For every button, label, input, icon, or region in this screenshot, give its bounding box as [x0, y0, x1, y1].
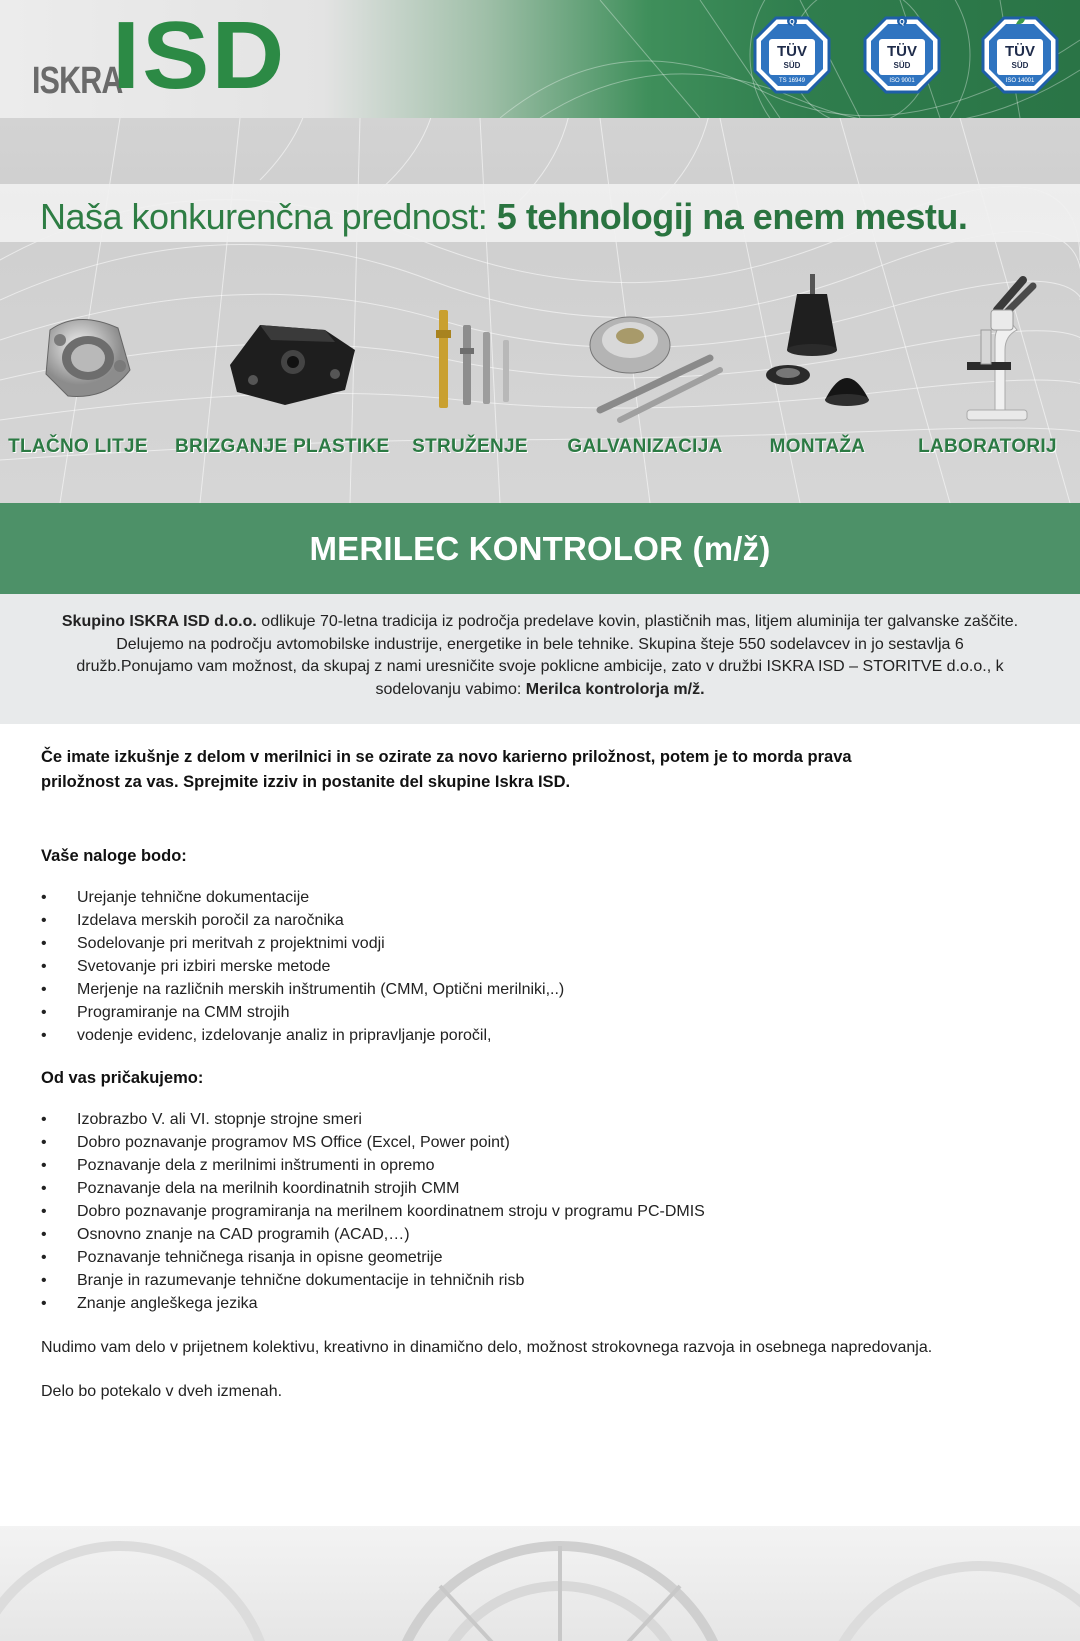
- galvanized-parts-icon: [560, 270, 730, 430]
- intro-paragraph: [60, 611, 1020, 701]
- job-description: [41, 745, 1041, 1403]
- turned-parts-icon: [405, 270, 535, 430]
- job-title-bar: [0, 503, 1080, 594]
- list-item: • Svetovanje pri izbiri merske metode: [41, 955, 1041, 978]
- list-item: • Sodelovanje pri meritvah z projektnimi vodji: [41, 932, 1041, 955]
- header-banner: [0, 0, 1080, 503]
- logo-isd-text: ISD: [112, 2, 287, 109]
- slogan-regular: Naša konkurenčna prednost:: [40, 196, 497, 237]
- tuv-badge-icon: [752, 15, 832, 95]
- cert-top-letter: Q: [899, 19, 905, 26]
- list-item: • Urejanje tehnične dokumentacije: [41, 886, 1041, 909]
- die-casting-part-icon: [8, 270, 148, 430]
- tuv-badge-iso14001: [980, 15, 1060, 95]
- list-item: • Izobrazbo V. ali VI. stopnje strojne smeri: [41, 1108, 1041, 1131]
- list-item: • Znanje angleškega jezika: [41, 1292, 1041, 1315]
- list-item: • Poznavanje dela z merilnimi inštrumenti in opremo: [41, 1154, 1041, 1177]
- list-item: • Dobro poznavanje programov MS Office (Excel, Power point): [41, 1131, 1041, 1154]
- tech-galvanizacija: [560, 270, 730, 470]
- tuv-badge-icon: [862, 15, 942, 95]
- logo-iskra-text: ISKRA: [32, 60, 123, 102]
- tuv-badge-iso9001: [862, 15, 942, 95]
- footer-decoration: [0, 1526, 1080, 1641]
- tech-label: MONTAŽA: [769, 436, 866, 457]
- list-item: • Izdelava merskih poročil za naročnika: [41, 909, 1041, 932]
- tasks-list: [41, 886, 1041, 1047]
- tech-label: TLAČNO LITJE: [8, 436, 148, 457]
- tech-laboratorij: [905, 270, 1070, 470]
- cert-standard: ISO 9001: [889, 78, 915, 84]
- tech-label: BRIZGANJE PLASTIKE: [175, 436, 390, 457]
- list-item: • Poznavanje dela na merilnih koordinatnih strojih CMM: [41, 1177, 1041, 1200]
- microscope-icon: [905, 270, 1070, 430]
- cert-top-letter: Q: [789, 19, 795, 26]
- tuv-badge-ts16949: [752, 15, 832, 95]
- shifts-paragraph: Delo bo potekalo v dveh izmenah.: [41, 1383, 283, 1400]
- list-item: • Osnovno znanje na CAD programih (ACAD,…): [41, 1223, 1041, 1246]
- cert-name: TÜV: [777, 43, 807, 60]
- lead-paragraph: Če imate izkušnje z delom v merilnici in se ozirate za novo karierno priložnost, potem je to morda prava priložnost za vas. Sprejmite izziv in postanite del skupine Iskra ISD.: [41, 748, 852, 791]
- cert-sub: SÜD: [783, 61, 801, 70]
- tech-brizganje-plastike: [175, 270, 390, 470]
- job-title: MERILEC KONTROLOR (m/ž): [309, 530, 771, 567]
- cert-standard: TS 16949: [778, 78, 806, 84]
- cert-sub: SÜD: [1011, 61, 1029, 70]
- iskra-isd-logo[interactable]: [30, 2, 330, 109]
- company-intro: [0, 594, 1080, 724]
- list-item: • Merjenje na različnih merskih inštrumentih (CMM, Optični merilniki,..): [41, 978, 1041, 1001]
- tasks-title: Vaše naloge bodo:: [41, 847, 187, 865]
- list-item: • Programiranje na CMM strojih: [41, 1001, 1041, 1024]
- assembly-parts-icon: [755, 270, 880, 430]
- tech-tlacno-litje: [8, 270, 148, 470]
- list-item: • Branje in razumevanje tehnične dokumentacije in tehničnih risb: [41, 1269, 1041, 1292]
- intro-text: odlikuje 70-letna tradicija iz področja predelave kovin, plastičnih mas, litjem aluminija ter galvanske zaščite. Delujemo na področju avtomobilske industrije, energetike in bele tehnike. Skupina šteje 550 sodelavcev in jo sestavlja 6 družb.Ponujamo vam možnost, da skupaj z nami uresničite svoje poklicne ambicije, zato v družbi ISKRA ISD – STORITVE d.o.o., k sodelovanju vabimo:: [76, 613, 1019, 698]
- tech-label: LABORATORIJ: [918, 436, 1057, 457]
- intro-company: Skupino ISKRA ISD d.o.o.: [61, 613, 257, 630]
- cert-name: TÜV: [887, 43, 917, 60]
- plastic-part-icon: [175, 270, 385, 430]
- cert-sub: SÜD: [893, 61, 911, 70]
- list-item: • vodenje evidenc, izdelovanje analiz in pripravljanje poročil,: [41, 1024, 1041, 1047]
- requirements-title: Od vas pričakujemo:: [41, 1069, 204, 1087]
- tech-label: GALVANIZACIJA: [567, 436, 723, 457]
- footer-wheel-graphic: [0, 1526, 1080, 1641]
- slogan-bold: 5 tehnologij na enem mestu.: [496, 196, 968, 237]
- cert-standard: ISO 14001: [1005, 78, 1035, 84]
- tech-label: STRUŽENJE: [412, 436, 528, 457]
- cert-name: TÜV: [1005, 43, 1035, 60]
- tuv-badge-icon: [980, 15, 1060, 95]
- intro-position: Merilca kontrolorja m/ž.: [525, 680, 705, 698]
- requirements-list: [41, 1108, 1041, 1315]
- tech-montaza: [755, 270, 880, 470]
- tech-struzenje: [405, 270, 535, 470]
- list-item: • Dobro poznavanje programiranja na merilnem koordinatnem stroju v programu PC-DMIS: [41, 1200, 1041, 1223]
- slogan: [40, 196, 967, 238]
- list-item: • Poznavanje tehničnega risanja in opisne geometrije: [41, 1246, 1041, 1269]
- offer-paragraph: Nudimo vam delo v prijetnem kolektivu, kreativno in dinamično delo, možnost strokovnega razvoja in osebnega napredovanja.: [41, 1339, 933, 1356]
